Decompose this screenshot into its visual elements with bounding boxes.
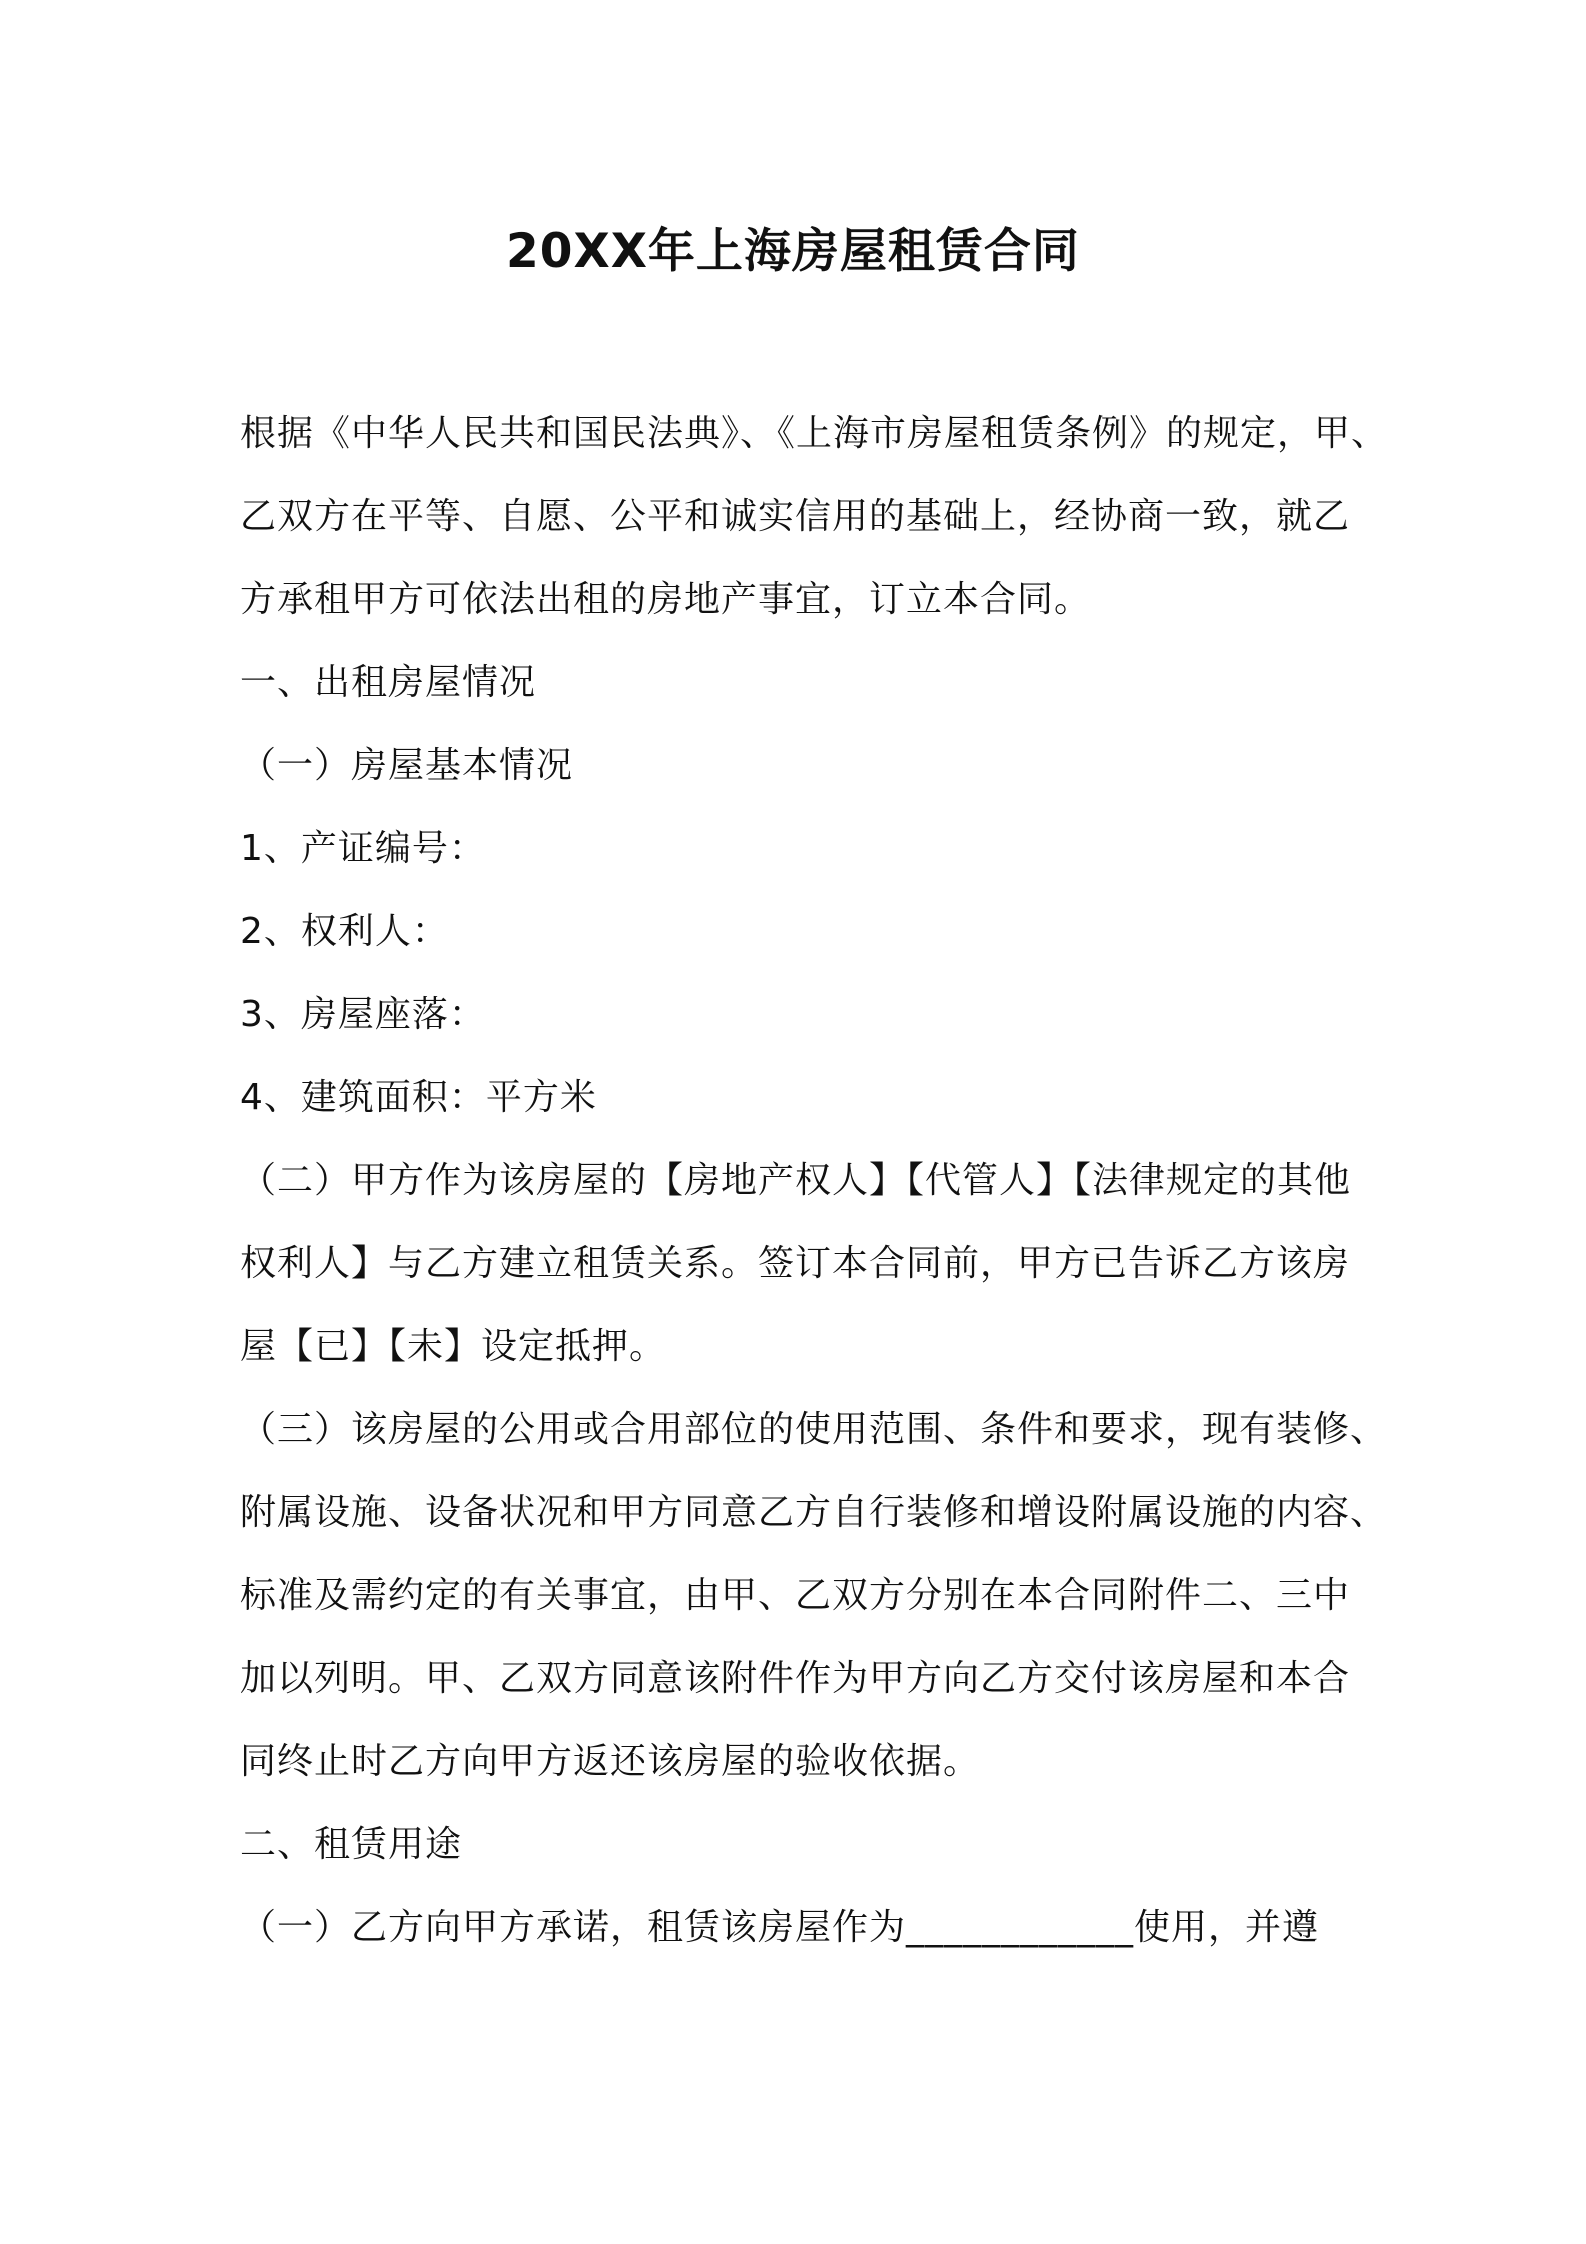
paragraph-line: 标准及需约定的有关事宜，由甲、乙双方分别在本合同附件二、三中: [240, 1575, 1351, 1616]
paragraph-line: 乙双方在平等、自愿、公平和诚实信用的基础上，经协商一致，就乙: [240, 496, 1351, 537]
paragraph-line: 权利人】与乙方建立租赁关系。签订本合同前，甲方已告诉乙方该房: [240, 1243, 1351, 1284]
paragraph-line: 方承租甲方可依法出租的房地产事宜，订立本合同。: [240, 579, 1092, 620]
section-heading: 二、租赁用途: [240, 1824, 463, 1865]
list-item: 4、建筑面积：平方米: [240, 1077, 597, 1118]
subsection-heading: （一）房屋基本情况: [240, 745, 574, 786]
section-heading: 一、出租房屋情况: [240, 662, 537, 703]
list-item: 2、权利人：: [240, 911, 449, 952]
paragraph-line: （二）甲方作为该房屋的【房地产权人】【代管人】【法律规定的其他: [240, 1160, 1352, 1201]
paragraph-line: 同终止时乙方向甲方返还该房屋的验收依据。: [240, 1741, 981, 1782]
paragraph-line: 附属设施、设备状况和甲方同意乙方自行装修和增设附属设施的内容、: [240, 1492, 1388, 1533]
paragraph-line: 根据《中华人民共和国民法典》、《上海市房屋租赁条例》的规定，甲、: [240, 413, 1389, 454]
paragraph-line: 屋【已】【未】设定抵押。: [240, 1326, 667, 1367]
paragraph-line: 加以列明。甲、乙双方同意该附件作为甲方向乙方交付该房屋和本合: [240, 1658, 1351, 1699]
paragraph-line: （一）乙方向甲方承诺，租赁该房屋作为____________使用，并遵: [240, 1907, 1320, 1948]
list-item: 3、房屋座落：: [240, 994, 486, 1035]
list-item: 1、产证编号：: [240, 828, 486, 869]
document-title: 20XX年上海房屋租赁合同: [506, 224, 1080, 279]
paragraph-line: （三）该房屋的公用或合用部位的使用范围、条件和要求，现有装修、: [240, 1409, 1388, 1450]
